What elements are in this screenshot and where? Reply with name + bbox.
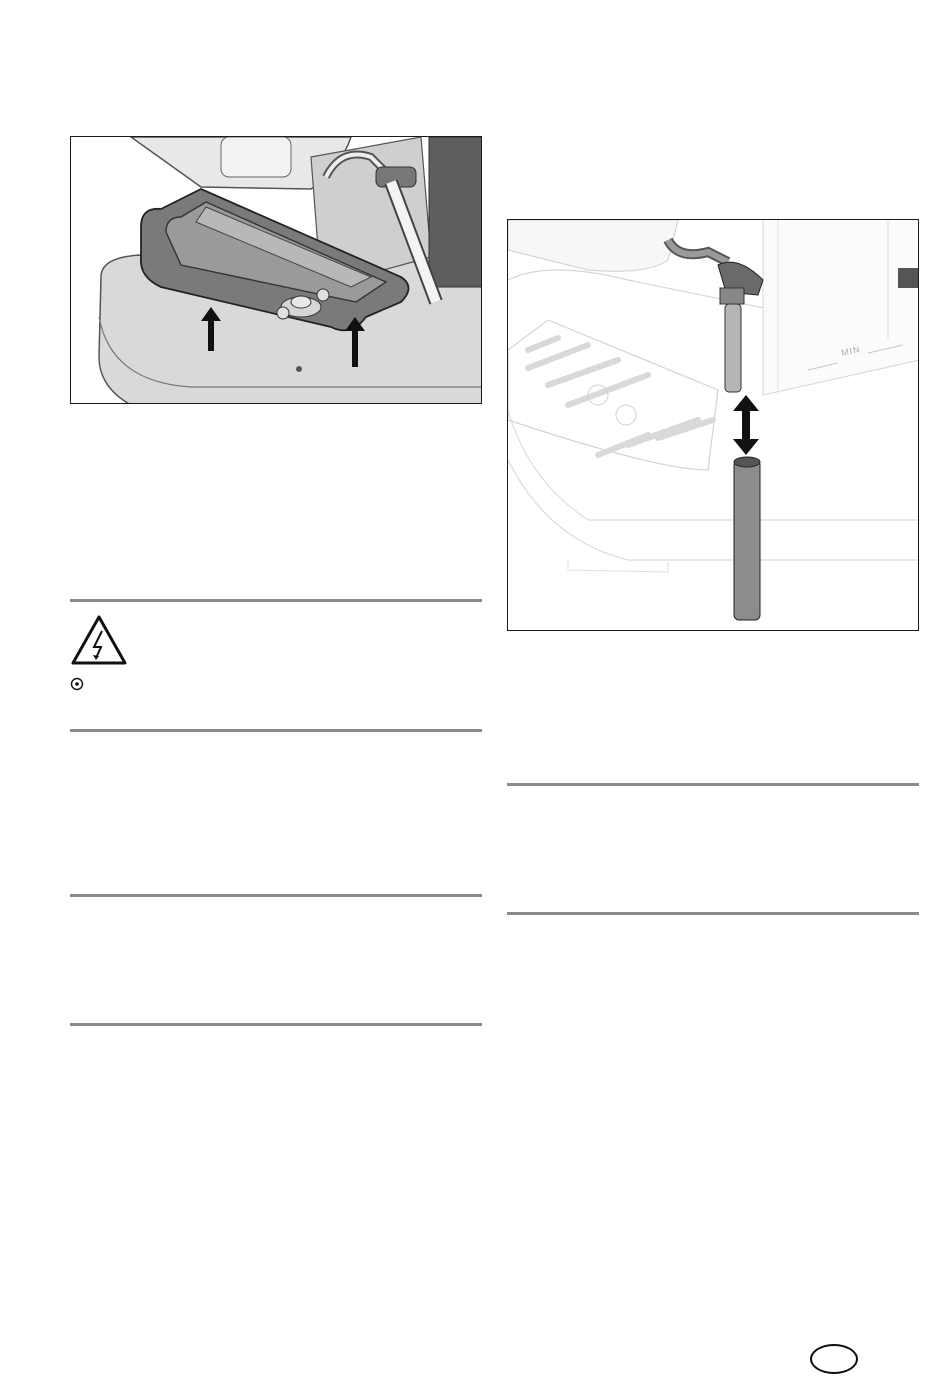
section-divider (507, 783, 919, 786)
section-divider (507, 912, 919, 915)
steam-nozzle-illustration (508, 220, 919, 631)
circle-dot-icon (70, 677, 84, 691)
drip-tray-figure (70, 136, 482, 404)
min-label: MIN (840, 344, 862, 358)
section-divider (70, 1023, 482, 1026)
arrow-up-icon (345, 317, 365, 367)
country-badge (810, 1344, 858, 1374)
steam-nozzle-figure (507, 219, 919, 631)
drip-tray-illustration (71, 137, 482, 404)
section-divider (70, 894, 482, 897)
double-arrow-icon (733, 395, 759, 455)
arrow-up-icon (201, 307, 221, 351)
electric-shock-warning-icon (70, 614, 128, 666)
section-divider (70, 729, 482, 732)
section-divider (70, 599, 482, 602)
